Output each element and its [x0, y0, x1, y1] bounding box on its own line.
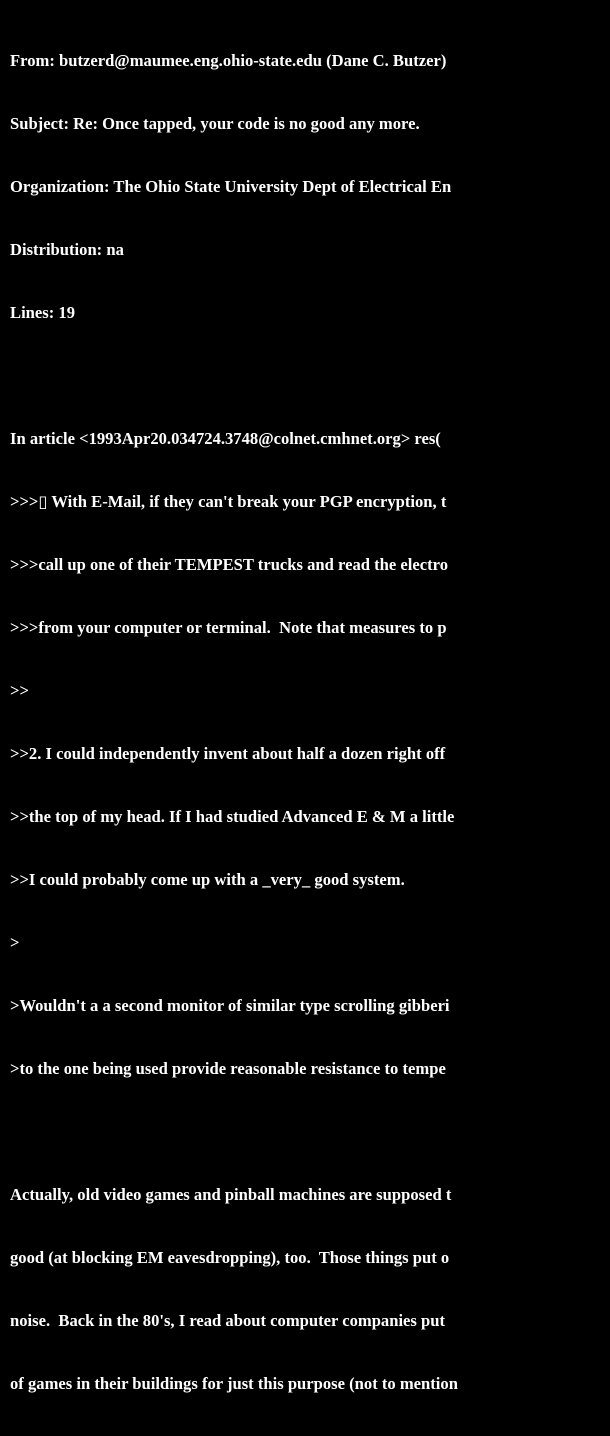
header-lines: Lines: 19 — [10, 303, 75, 322]
reply-line: noise. Back in the 80's, I read about computer companies put — [10, 1311, 446, 1330]
attribution-line: In article <1993Apr20.034724.3748@colnet.cmhnet.org> res( — [10, 429, 441, 448]
quoted-line: >>I could probably come up with a _very_ good system. — [10, 870, 405, 889]
message-text — [10, 8, 610, 1436]
quoted-line: >>the top of my head. If I had studied Advanced E & M a little — [10, 807, 455, 826]
blank-line — [10, 1121, 610, 1142]
quoted-line: >>>from your computer or terminal. Note that measures to p — [10, 618, 447, 637]
quoted-line: >>>▯ With E-Mail, if they can't break your PGP encryption, t — [10, 492, 447, 511]
quoted-line: >>2. I could independently invent about half a dozen right off — [10, 744, 446, 763]
quoted-line: >to the one being used provide reasonable resistance to tempe — [10, 1059, 446, 1078]
blank-line — [10, 365, 610, 386]
quoted-line: >>>call up one of their TEMPEST trucks and read the electro — [10, 555, 448, 574]
reply-line: of games in their buildings for just this purpose (not to mention — [10, 1374, 458, 1393]
quoted-line: >Wouldn't a a second monitor of similar type scrolling gibberi — [10, 996, 450, 1015]
reply-line: Actually, old video games and pinball machines are supposed t — [10, 1185, 452, 1204]
header-organization: Organization: The Ohio State University Dept of Electrical En — [10, 177, 452, 196]
header-from: From: butzerd@maumee.eng.ohio-state.edu (Dane C. Butzer) — [10, 51, 447, 70]
reply-line: good (at blocking EM eavesdropping), too. Those things put o — [10, 1248, 450, 1267]
quoted-line: >> — [10, 681, 29, 700]
header-distribution: Distribution: na — [10, 240, 124, 259]
header-subject: Subject: Re: Once tapped, your code is no good any more. — [10, 114, 420, 133]
quoted-line: > — [10, 933, 20, 952]
